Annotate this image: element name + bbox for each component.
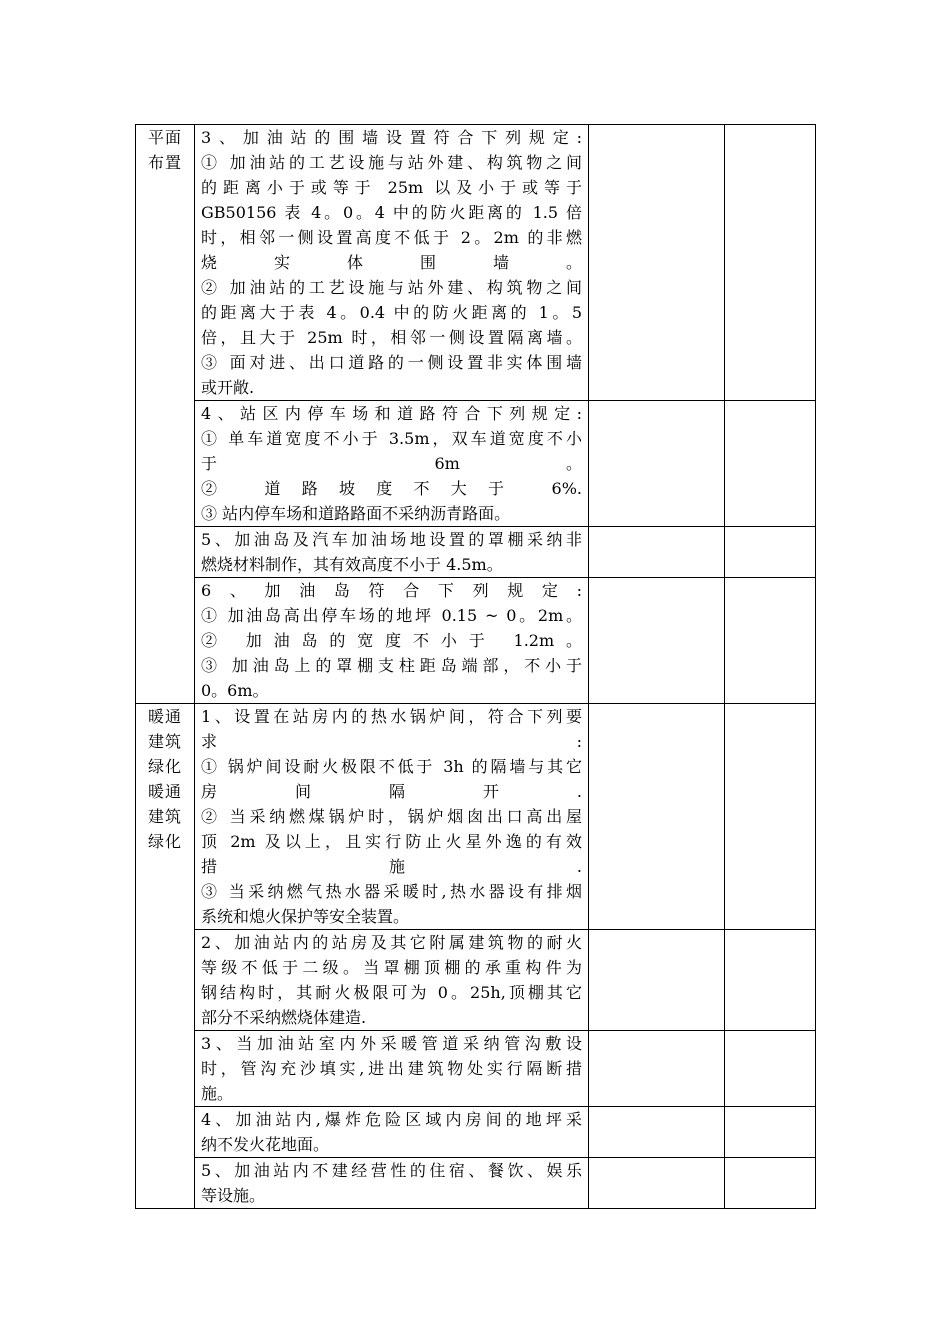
table-row <box>136 401 816 527</box>
requirement-cell <box>195 704 589 930</box>
check-result-cell[interactable] <box>589 401 725 527</box>
requirement-text: 时，管沟充沙填实,进出建筑物处实行隔断措 <box>201 1059 582 1078</box>
inspection-table-body <box>136 125 816 1209</box>
requirement-text: 0。6m。 <box>201 681 269 700</box>
requirement-cell <box>195 930 589 1031</box>
check-result-cell[interactable] <box>589 1158 725 1209</box>
requirement-text: ① 单车道宽度不小于 3.5m，双车道宽度不小 <box>201 429 582 448</box>
requirement-text: 求: <box>201 732 582 751</box>
requirement-text: 措施. <box>201 857 582 876</box>
remarks-cell[interactable] <box>725 1031 816 1107</box>
requirement-text: ② 加油站的工艺设施与站外建、构筑物之间 <box>201 278 582 297</box>
category-label: 绿化 <box>147 757 182 776</box>
remarks-cell[interactable] <box>725 125 816 401</box>
requirement-cell <box>195 1158 589 1209</box>
requirement-cell <box>195 1031 589 1107</box>
requirement-text: 或开敞. <box>201 378 255 397</box>
requirement-cell <box>195 1107 589 1158</box>
check-result-cell[interactable] <box>589 527 725 578</box>
requirement-text: 等设施。 <box>201 1186 266 1205</box>
remarks-cell[interactable] <box>725 1158 816 1209</box>
requirement-text: 的距离大于表 4。0.4 中的防火距离的 1。5 <box>201 303 582 322</box>
requirement-text: 3、加油站的围墙设置符合下列规定: <box>201 128 582 147</box>
category-label: 建筑 <box>147 732 182 751</box>
requirement-text: ③ 加油岛上的罩棚支柱距岛端部，不小于 <box>201 656 582 675</box>
requirement-cell <box>195 527 589 578</box>
requirement-text: 等级不低于二级。当罩棚顶棚的承重构件为 <box>201 958 582 977</box>
requirement-text: 3、当加油站室内外采暖管道采纳管沟敷设 <box>201 1034 582 1053</box>
requirement-text: 4、加油站内,爆炸危险区域内房间的地坪采 <box>201 1110 582 1129</box>
category-label: 绿化 <box>147 832 182 851</box>
remarks-cell[interactable] <box>725 1107 816 1158</box>
table-row <box>136 578 816 704</box>
table-row <box>136 1107 816 1158</box>
requirement-text: ① 加油岛高出停车场的地坪 0.15 ~ 0。2m。 <box>201 606 582 625</box>
requirement-cell <box>195 578 589 704</box>
table-row <box>136 704 816 930</box>
check-result-cell[interactable] <box>589 704 725 930</box>
category-cell <box>136 704 195 1209</box>
requirement-text: 的距离小于或等于 25m 以及小于或等于 <box>201 178 582 197</box>
category-label: 建筑 <box>147 807 182 826</box>
category-label: 布置 <box>147 153 182 172</box>
requirement-text: 5、加油站内不建经营性的住宿、餐饮、娱乐 <box>201 1161 582 1180</box>
requirement-text: ① 加油站的工艺设施与站外建、构筑物之间 <box>201 153 582 172</box>
requirement-text: 系统和熄火保护等安全装置。 <box>201 907 410 926</box>
requirement-text: 钢结构时，其耐火极限可为 0。25h,顶棚其它 <box>201 983 582 1002</box>
requirement-text: 烧实体围墙。 <box>201 253 582 272</box>
requirement-text: 部分不采纳燃烧体建造. <box>201 1008 367 1027</box>
table-row <box>136 527 816 578</box>
requirement-text: 房间隔开. <box>201 782 582 801</box>
requirement-text: 顶 2m 及以上，且实行防止火星外逸的有效 <box>201 832 582 851</box>
inspection-table <box>135 124 816 1209</box>
check-result-cell[interactable] <box>589 578 725 704</box>
table-row <box>136 930 816 1031</box>
requirement-text: ③ 站内停车场和道路路面不采纳沥青路面。 <box>201 504 511 523</box>
category-label: 暖通 <box>147 707 182 726</box>
category-cell <box>136 125 195 704</box>
requirement-cell <box>195 125 589 401</box>
requirement-text: GB50156 表 4。0。4 中的防火距离的 1.5 倍 <box>201 203 582 222</box>
requirement-text: 1、设置在站房内的热水锅炉间，符合下列要 <box>201 707 582 726</box>
requirement-text: 2、加油站内的站房及其它附属建筑物的耐火 <box>201 933 582 952</box>
check-result-cell[interactable] <box>589 1107 725 1158</box>
requirement-text: 燃烧材料制作，其有效高度不小于 4.5m。 <box>201 555 503 574</box>
remarks-cell[interactable] <box>725 401 816 527</box>
requirement-cell <box>195 401 589 527</box>
category-label: 平面 <box>147 128 182 147</box>
requirement-text: 倍，且大于 25m 时，相邻一侧设置隔离墙。 <box>201 328 582 347</box>
requirement-text: 纳不发火花地面。 <box>201 1135 330 1154</box>
table-row <box>136 1158 816 1209</box>
remarks-cell[interactable] <box>725 578 816 704</box>
category-label: 暖通 <box>147 782 182 801</box>
check-result-cell[interactable] <box>589 125 725 401</box>
requirement-text: ③ 面对进、出口道路的一侧设置非实体围墙 <box>201 353 582 372</box>
requirement-text: ② 道路坡度不大于 6%. <box>201 479 582 498</box>
remarks-cell[interactable] <box>725 930 816 1031</box>
requirement-text: ② 加油岛的宽度不小于 1.2m。 <box>201 631 582 650</box>
requirement-text: 时，相邻一侧设置高度不低于 2。2m 的非燃 <box>201 228 582 247</box>
requirement-text: 于 6m。 <box>201 454 582 473</box>
requirement-text: ① 锅炉间设耐火极限不低于 3h 的隔墙与其它 <box>201 757 582 776</box>
requirement-text: 施。 <box>201 1084 234 1103</box>
requirement-text: 5、加油岛及汽车加油场地设置的罩棚采纳非 <box>201 530 582 549</box>
check-result-cell[interactable] <box>589 930 725 1031</box>
table-row <box>136 125 816 401</box>
requirement-text: ③ 当采纳燃气热水器采暖时,热水器设有排烟 <box>201 882 582 901</box>
requirement-text: 6、加油岛符合下列规定: <box>201 581 582 600</box>
requirement-text: ② 当采纳燃煤锅炉时，锅炉烟囱出口高出屋 <box>201 807 582 826</box>
remarks-cell[interactable] <box>725 527 816 578</box>
table-row <box>136 1031 816 1107</box>
requirement-text: 4、站区内停车场和道路符合下列规定: <box>201 404 582 423</box>
remarks-cell[interactable] <box>725 704 816 930</box>
check-result-cell[interactable] <box>589 1031 725 1107</box>
